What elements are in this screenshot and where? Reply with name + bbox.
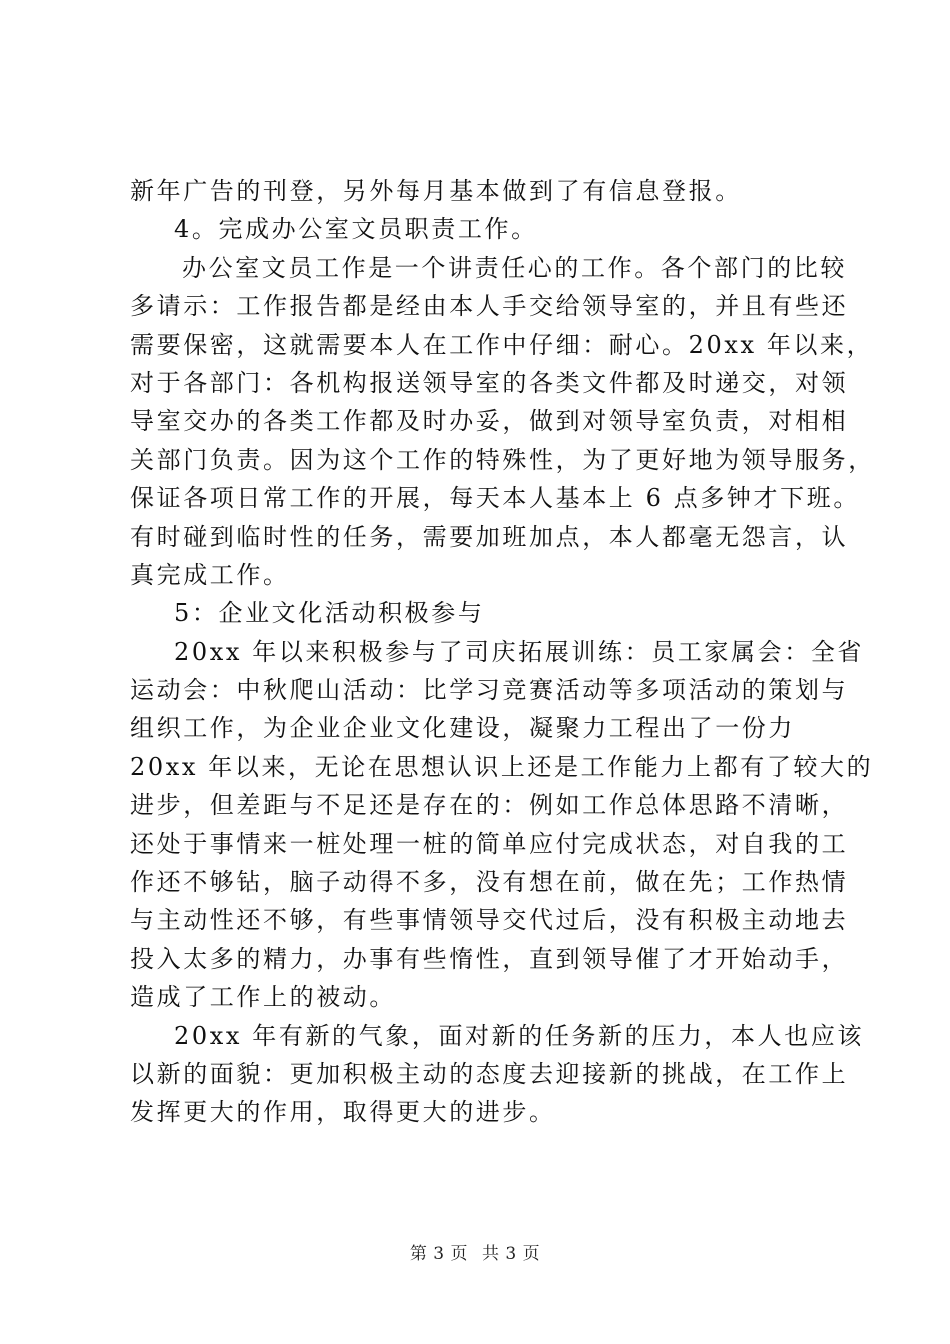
paragraph-line: 对于各部门：各机构报送领导室的各类文件都及时递交，对领 <box>130 368 849 397</box>
paragraph-line: 导室交办的各类工作都及时办妥，做到对领导室负责，对相相 <box>130 407 849 436</box>
paragraph-line: 投入太多的精力，办事有些惰性，直到领导催了才开始动手， <box>130 944 849 973</box>
page-total: 共 3 页 <box>482 1244 541 1264</box>
paragraph-line: 20xx 年以来积极参与了司庆拓展训练：员工家属会：全省 <box>174 637 865 666</box>
paragraph-line: 还处于事情来一桩处理一桩的简单应付完成状态，对自我的工 <box>130 829 849 858</box>
paragraph-line: 真完成工作。 <box>130 560 290 589</box>
paragraph-line: 保证各项日常工作的开展，每天本人基本上 6 点多钟才下班。 <box>130 484 860 513</box>
paragraph-line: 以新的面貌：更加积极主动的态度去迎接新的挑战，在工作上 <box>130 1059 849 1088</box>
paragraph-line: 作还不够钻，脑子动得不多，没有想在前，做在先；工作热情 <box>130 868 849 897</box>
paragraph-line: 运动会：中秋爬山活动：比学习竞赛活动等多项活动的策划与 <box>130 676 849 705</box>
paragraph-line: 发挥更大的作用，取得更大的进步。 <box>130 1098 556 1127</box>
page-footer <box>0 1242 950 1266</box>
body-text <box>130 172 875 1132</box>
page-number: 第 3 页 <box>409 1244 468 1264</box>
paragraph-line: 多请示：工作报告都是经由本人手交给领导室的，并且有些还 <box>130 292 849 321</box>
section-heading-4: 4。完成办公室文员职责工作。 <box>174 215 538 244</box>
section-heading-5: 5：企业文化活动积极参与 <box>174 599 485 628</box>
paragraph-line: 20xx 年有新的气象，面对新的任务新的压力，本人也应该 <box>174 1021 865 1050</box>
paragraph-line: 办公室文员工作是一个讲责任心的工作。各个部门的比较 <box>182 253 847 282</box>
paragraph-line: 造成了工作上的被动。 <box>130 983 396 1012</box>
paragraph-line: 与主动性还不够，有些事情领导交代过后，没有积极主动地去 <box>130 906 849 935</box>
paragraph-line: 需要保密，这就需要本人在工作中仔细：耐心。20xx 年以来， <box>130 330 874 359</box>
paragraph-line: 关部门负责。因为这个工作的特殊性，为了更好地为领导服务， <box>130 445 875 474</box>
paragraph-line: 进步，但差距与不足还是存在的：例如工作总体思路不清晰， <box>130 791 849 820</box>
paragraph-line: 20xx 年以来，无论在思想认识上还是工作能力上都有了较大的 <box>130 752 874 781</box>
text-line: 新年广告的刊登，另外每月基本做到了有信息登报。 <box>130 177 742 205</box>
paragraph-line: 组织工作，为企业企业文化建设，凝聚力工程出了一份力 <box>130 714 795 743</box>
paragraph-line: 有时碰到临时性的任务，需要加班加点，本人都毫无怨言，认 <box>130 522 849 551</box>
